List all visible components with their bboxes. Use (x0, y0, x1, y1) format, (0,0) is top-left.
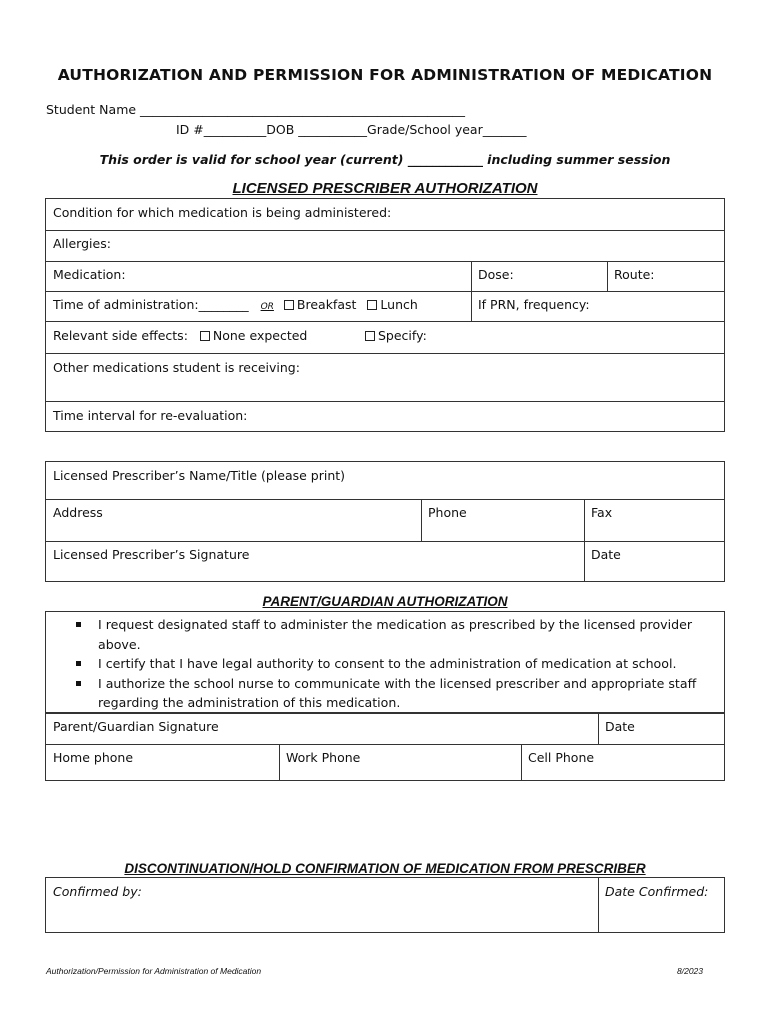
statement-text: I authorize the school nurse to communicate with the licensed prescriber and appropriate staff regarding the administration of this medication. (98, 675, 697, 710)
time-of-administration-field[interactable] (46, 291, 425, 318)
statement-text: I request designated staff to administer the medication as prescribed by the licensed provider above. (98, 617, 693, 652)
prescriber-signature-field[interactable]: Licensed Prescriber’s Signature (53, 547, 250, 562)
footer-date: 8/2023 (677, 966, 703, 976)
allergies-field[interactable]: Allergies: (53, 236, 111, 251)
specify-option[interactable] (358, 322, 434, 349)
specify-label: Specify: (378, 328, 427, 343)
none-expected-label: None expected (212, 328, 308, 343)
parent-section-heading: PARENT/GUARDIAN AUTHORIZATION (262, 594, 508, 609)
parent-statements-box (45, 611, 725, 714)
lunch-checkbox[interactable] (367, 300, 377, 310)
parent-date-field[interactable]: Date (605, 719, 635, 734)
id-dob-grade-field[interactable]: ID #__________DOB ___________Grade/School year_______ (176, 122, 527, 137)
date-confirmed-field[interactable]: Date Confirmed: (605, 884, 709, 899)
phone-field[interactable]: Phone (428, 505, 467, 520)
lunch-label: Lunch (380, 297, 418, 312)
valid-school-year-line[interactable]: This order is valid for school year (current) ____________ including summer session (99, 152, 671, 167)
condition-field[interactable]: Condition for which medication is being administered: (53, 205, 392, 220)
statement-text: I certify that I have legal authority to consent to the administration of medication at school. (98, 656, 677, 671)
discontinuation-section-heading: DISCONTINUATION/HOLD CONFIRMATION OF MEDICATION FROM PRESCRIBER (124, 861, 646, 876)
list-item (46, 674, 724, 713)
address-field[interactable]: Address (53, 505, 103, 520)
list-item (46, 615, 724, 654)
none-expected-checkbox[interactable] (200, 331, 210, 341)
other-medications-field[interactable]: Other medications student is receiving: (53, 360, 300, 375)
prn-frequency-field[interactable]: If PRN, frequency: (478, 297, 590, 312)
prescriber-name-title-field[interactable]: Licensed Prescriber’s Name/Title (please print) (53, 468, 346, 483)
prescriber-date-field[interactable]: Date (591, 547, 621, 562)
student-name-field[interactable]: Student Name ____________________________________________________ (46, 102, 466, 117)
home-phone-field[interactable]: Home phone (53, 750, 134, 765)
dose-field[interactable]: Dose: (478, 267, 514, 282)
confirmed-by-field[interactable]: Confirmed by: (53, 884, 142, 899)
cell-phone-field[interactable]: Cell Phone (528, 750, 595, 765)
parent-signature-table (45, 712, 725, 781)
or-label: OR (260, 302, 274, 312)
reevaluation-interval-field[interactable]: Time interval for re-evaluation: (53, 408, 248, 423)
page-title: AUTHORIZATION AND PERMISSION FOR ADMINISTRATION OF MEDICATION (57, 66, 713, 84)
specify-checkbox[interactable] (365, 331, 375, 341)
breakfast-label: Breakfast (296, 297, 357, 312)
side-effects-label: Relevant side effects: (53, 328, 188, 343)
prescriber-info-table (45, 461, 725, 582)
work-phone-field[interactable]: Work Phone (286, 750, 361, 765)
side-effects-row (46, 322, 314, 349)
prescriber-section-heading: LICENSED PRESCRIBER AUTHORIZATION (232, 180, 538, 197)
medication-field[interactable]: Medication: (53, 267, 126, 282)
breakfast-checkbox[interactable] (284, 300, 294, 310)
parent-statements-list (46, 615, 724, 713)
footer-title: Authorization/Permission for Administration of Medication (46, 966, 262, 976)
prescriber-table (45, 198, 725, 432)
time-admin-label: Time of administration:________ (53, 297, 249, 312)
route-field[interactable]: Route: (614, 267, 655, 282)
fax-field[interactable]: Fax (591, 505, 613, 520)
list-item (46, 654, 724, 674)
parent-signature-field[interactable]: Parent/Guardian Signature (53, 719, 219, 734)
discontinuation-table (45, 877, 725, 933)
